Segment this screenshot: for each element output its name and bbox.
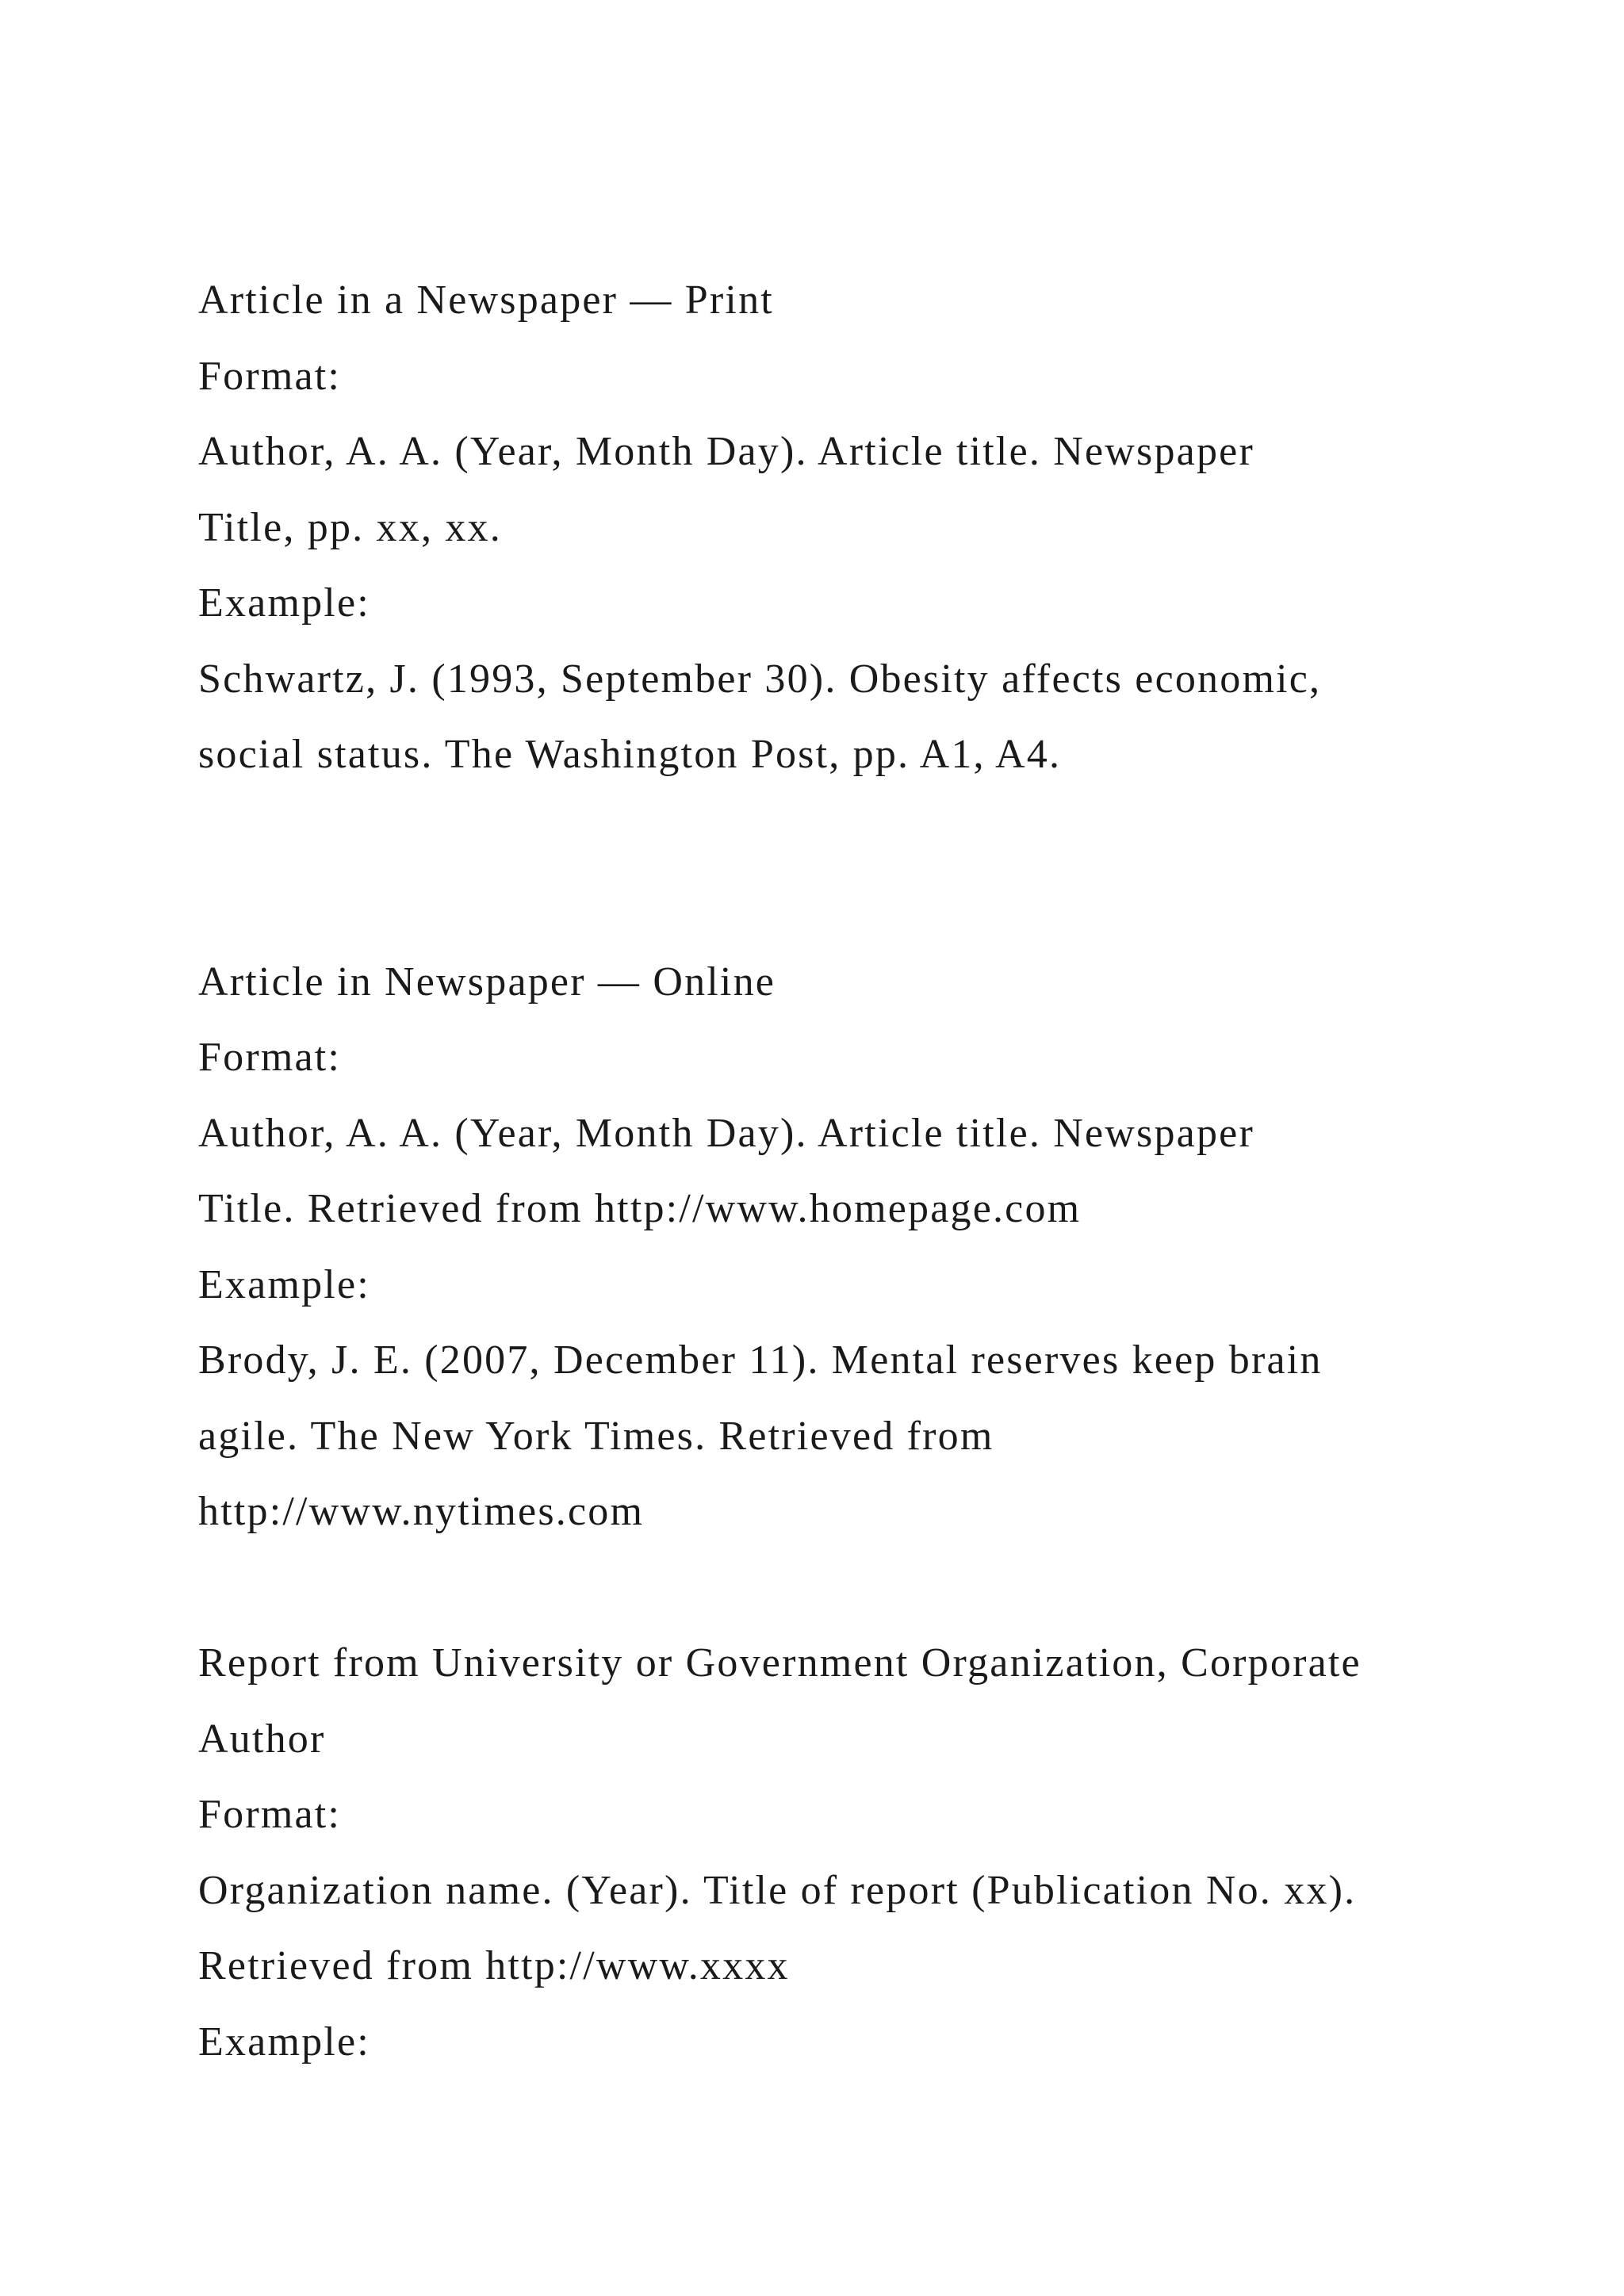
example-label: Example:: [198, 2019, 370, 2064]
section-heading: Article in a Newspaper — Print: [198, 277, 774, 323]
format-line: Author, A. A. (Year, Month Day). Article title. Newspaper: [198, 1110, 1254, 1156]
example-line: social status. The Washington Post, pp. A1, A4.: [198, 732, 1062, 777]
format-label: Format:: [198, 1035, 342, 1080]
example-line: http://www.nytimes.com: [198, 1489, 645, 1534]
format-line: Organization name. (Year). Title of report (Publication No. xx).: [198, 1867, 1357, 1913]
blank-line: [198, 793, 1507, 869]
document-body: [198, 262, 1507, 2080]
section-heading: Article in Newspaper — Online: [198, 959, 776, 1004]
format-line: Title, pp. xx, xx.: [198, 504, 502, 550]
blank-line: [198, 1550, 1507, 1626]
format-line: Author, A. A. (Year, Month Day). Article title. Newspaper: [198, 429, 1254, 474]
format-label: Format:: [198, 1792, 342, 1837]
section-heading: Report from University or Government Organization, Corporate: [198, 1640, 1362, 1686]
example-line: agile. The New York Times. Retrieved from: [198, 1413, 994, 1459]
format-line: Retrieved from http://www.xxxx: [198, 1943, 790, 1988]
example-label: Example:: [198, 580, 370, 626]
section-heading: Author: [198, 1716, 326, 1762]
format-label: Format:: [198, 353, 342, 399]
example-label: Example:: [198, 1261, 370, 1307]
format-line: Title. Retrieved from http://www.homepage.com: [198, 1186, 1082, 1231]
blank-line: [198, 868, 1507, 944]
example-line: Brody, J. E. (2007, December 11). Mental reserves keep brain: [198, 1337, 1323, 1383]
example-line: Schwartz, J. (1993, September 30). Obesity affects economic,: [198, 656, 1322, 702]
